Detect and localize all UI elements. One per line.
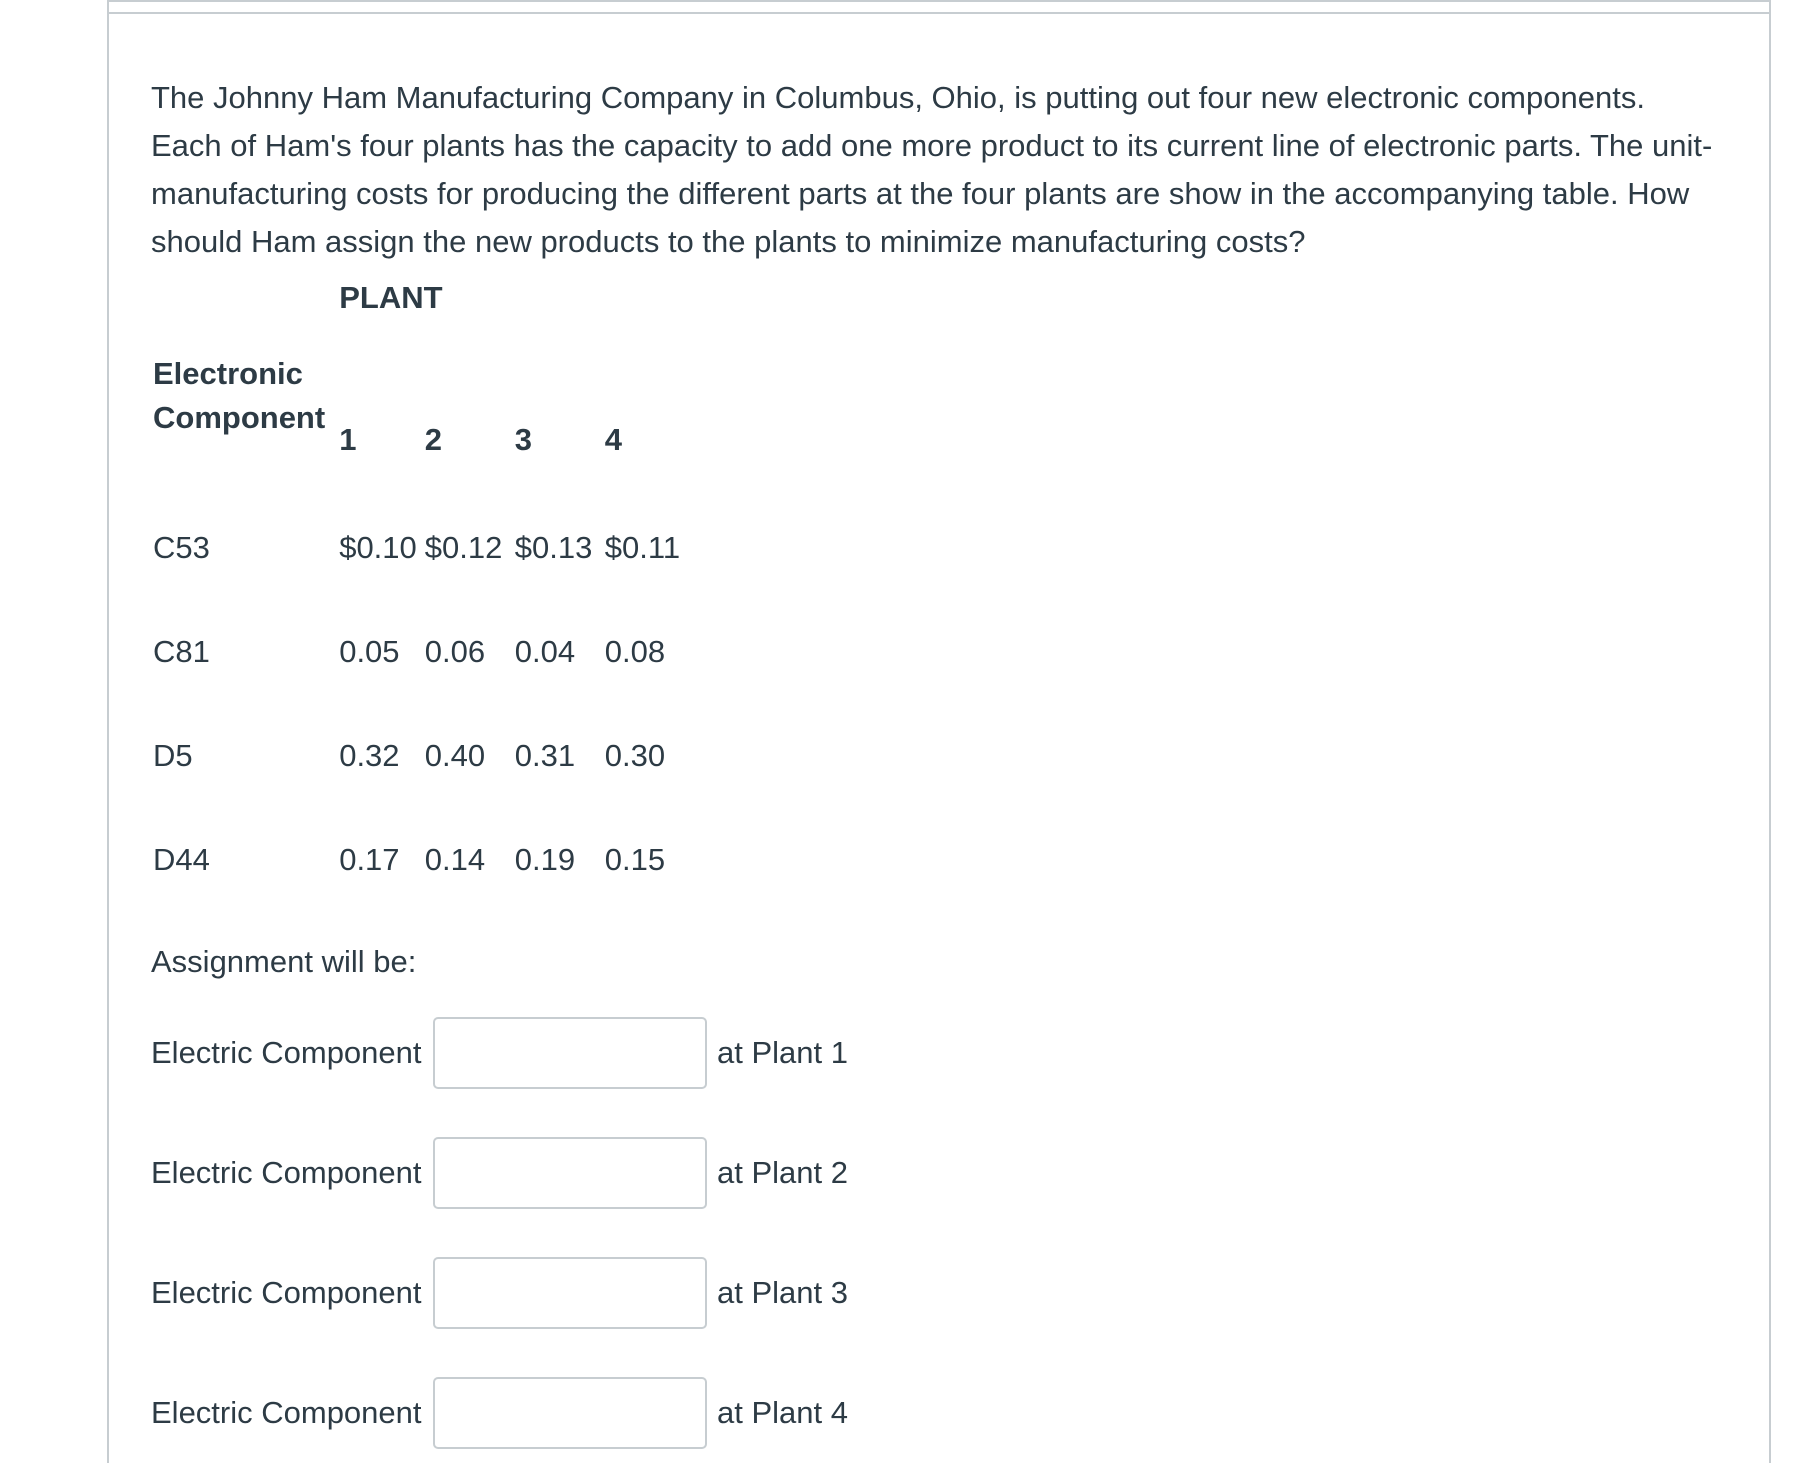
cost-cell: 0.32 [339, 738, 400, 773]
assignment-heading: Assignment will be: [151, 944, 417, 979]
assignment-suffix: at Plant 1 [717, 1035, 848, 1070]
assignment-label: Electric Component [151, 1275, 422, 1310]
plant-number-1: 1 [339, 422, 357, 457]
cost-cell: 0.15 [604, 842, 666, 877]
cost-cell: 0.19 [514, 842, 576, 877]
cost-cell: 0.08 [604, 634, 666, 669]
assignment-suffix: at Plant 3 [717, 1275, 848, 1310]
assignment-row-plant-1 [151, 1016, 848, 1090]
cost-cell: 0.30 [604, 738, 666, 773]
component-header-line1: Electronic [153, 356, 303, 391]
cost-cell: 0.04 [514, 634, 576, 669]
component-cell: D5 [153, 738, 193, 773]
cost-cell: $0.13 [514, 530, 593, 565]
plant-2-component-input[interactable] [433, 1137, 707, 1209]
cost-cell: 0.31 [514, 738, 576, 773]
assignment-label: Electric Component [151, 1035, 422, 1070]
cost-cell: 0.14 [424, 842, 486, 877]
cost-cell: 0.17 [339, 842, 400, 877]
component-header-line2: Component [153, 400, 326, 435]
table-row [149, 842, 684, 902]
plant-4-component-input[interactable] [433, 1377, 707, 1449]
cost-cell: $0.12 [424, 530, 503, 565]
question-header-strip [109, 2, 1769, 14]
component-cell: C53 [153, 530, 210, 565]
assignment-label: Electric Component [151, 1395, 422, 1430]
question-panel [107, 0, 1771, 1463]
cost-cell: 0.40 [424, 738, 486, 773]
plant-3-component-input[interactable] [433, 1257, 707, 1329]
table-row [149, 634, 684, 738]
table-row [149, 738, 684, 842]
assignment-row-plant-3 [151, 1256, 848, 1330]
plant-header: PLANT [339, 280, 443, 315]
assignment-row-plant-2 [151, 1136, 848, 1210]
cost-cell: 0.06 [424, 634, 486, 669]
component-cell: D44 [153, 842, 210, 877]
plant-number-4: 4 [604, 422, 623, 457]
table-header-row-1 [149, 320, 684, 356]
table-header-row-2 [149, 356, 684, 400]
cost-cell: $0.11 [604, 530, 681, 565]
cost-cell: 0.05 [339, 634, 400, 669]
plant-number-3: 3 [514, 422, 533, 457]
assignment-row-plant-4 [151, 1376, 848, 1450]
table-header-row-3 [149, 400, 684, 530]
assignment-label: Electric Component [151, 1155, 422, 1190]
component-cell: C81 [153, 634, 210, 669]
assignment-suffix: at Plant 2 [717, 1155, 848, 1190]
cost-table [149, 280, 684, 902]
question-prompt: The Johnny Ham Manufacturing Company in Columbus, Ohio, is putting out four new electronic components. Each of Ham's four plants has the capacity to add one more product to its current line of electronic parts. The unit-manufacturing costs for producing the different parts at the four plants are show in the accompanying table. How should Ham assign the new products to the plants to minimize manufacturing costs? [151, 80, 1713, 259]
cost-cell: $0.10 [339, 530, 417, 565]
table-row [149, 530, 684, 634]
plant-number-2: 2 [424, 422, 443, 457]
assignment-suffix: at Plant 4 [717, 1395, 848, 1430]
plant-1-component-input[interactable] [433, 1017, 707, 1089]
